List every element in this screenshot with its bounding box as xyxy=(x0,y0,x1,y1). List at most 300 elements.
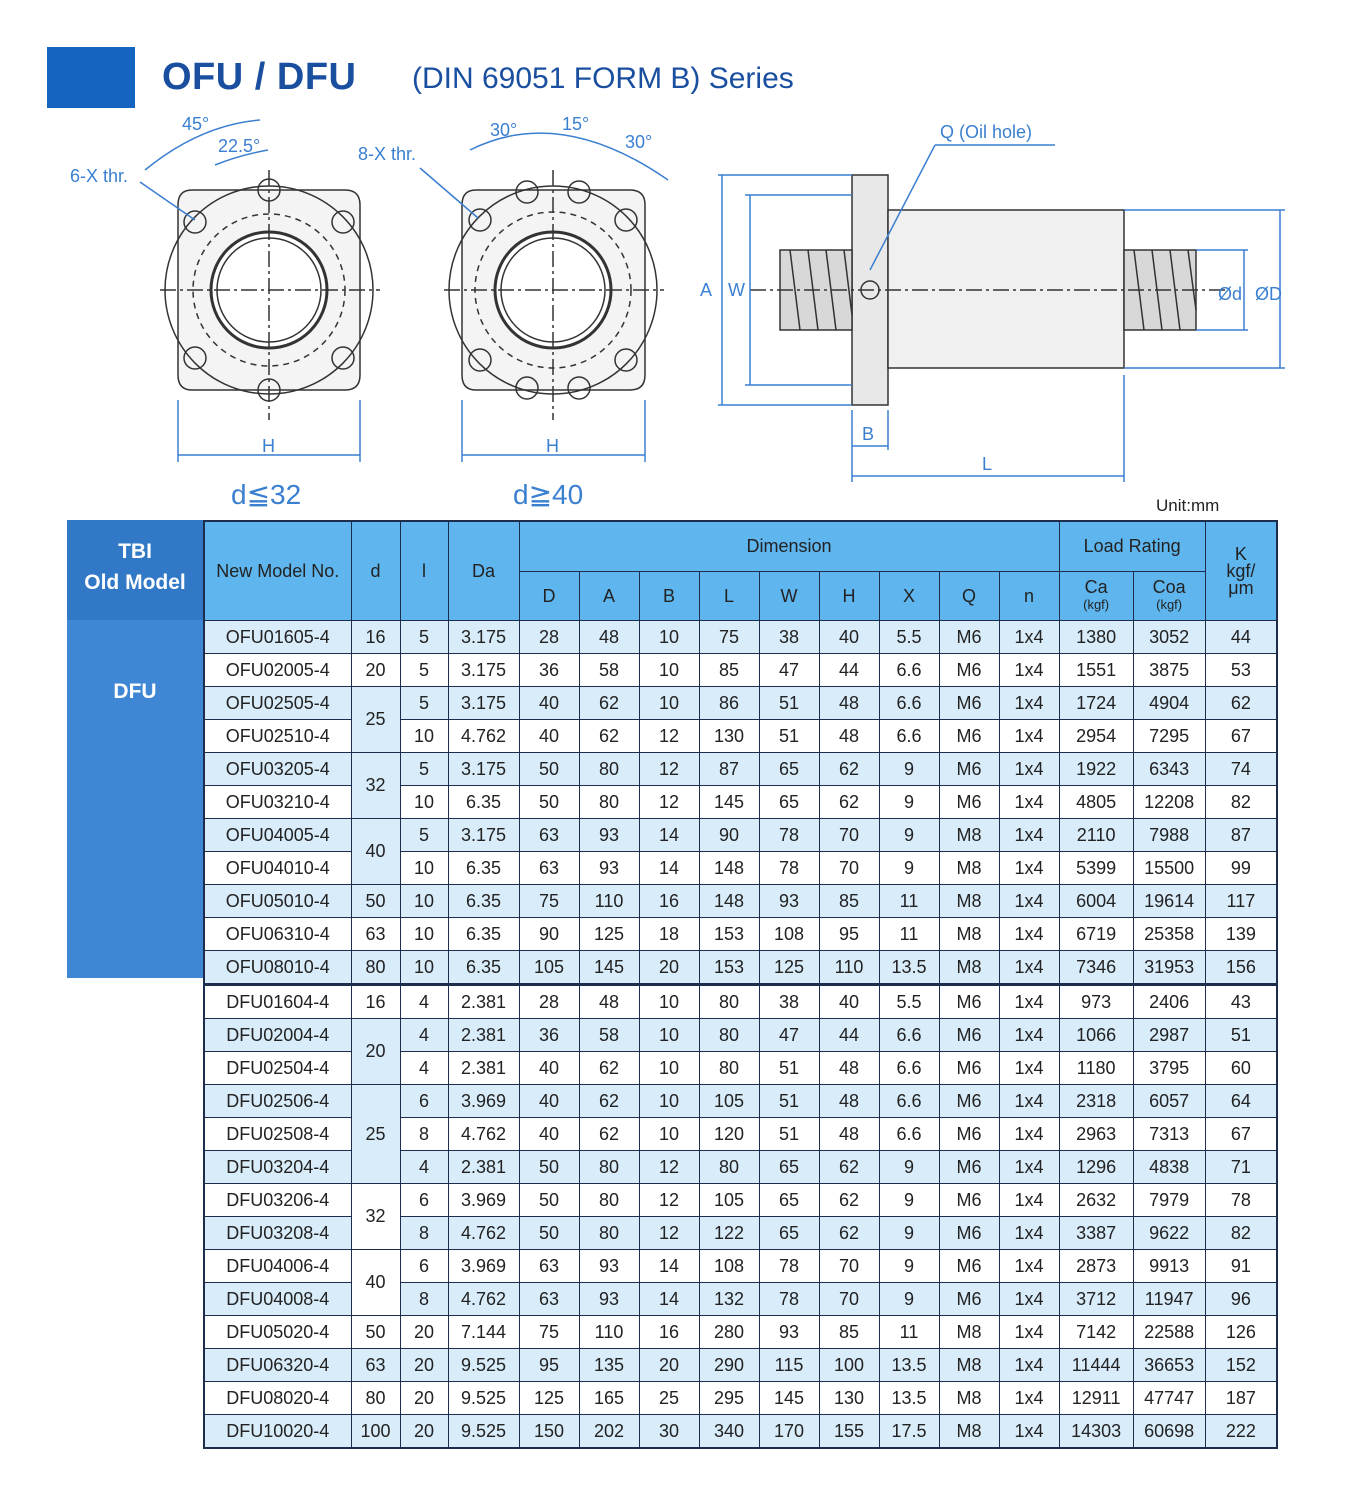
cell-q: M8 xyxy=(939,1415,999,1449)
cell-b: 10 xyxy=(639,1052,699,1085)
cell-l: 290 xyxy=(699,1349,759,1382)
cell-x: 17.5 xyxy=(879,1415,939,1449)
cell-d: 50 xyxy=(519,786,579,819)
cell-n: 1x4 xyxy=(999,720,1059,753)
cell-a: 93 xyxy=(579,819,639,852)
cell-h: 62 xyxy=(819,1184,879,1217)
cell-l: 80 xyxy=(699,1052,759,1085)
cell-w: 51 xyxy=(759,1052,819,1085)
cell-ca: 7142 xyxy=(1059,1316,1133,1349)
table-row xyxy=(204,885,1277,918)
cell-w: 78 xyxy=(759,1250,819,1283)
cell-model: OFU08010-4 xyxy=(204,951,351,985)
header-dim-w: W xyxy=(759,572,819,621)
cell-l: 145 xyxy=(699,786,759,819)
cell-w: 78 xyxy=(759,819,819,852)
cell-coa: 60698 xyxy=(1133,1415,1205,1449)
cell-ca: 2873 xyxy=(1059,1250,1133,1283)
cell-l: 20 xyxy=(400,1349,448,1382)
table-row xyxy=(204,819,1277,852)
cell-w: 65 xyxy=(759,1217,819,1250)
table-row xyxy=(204,918,1277,951)
cell-model: OFU04005-4 xyxy=(204,819,351,852)
cell-coa: 15500 xyxy=(1133,852,1205,885)
cell-w: 65 xyxy=(759,753,819,786)
cell-x: 6.6 xyxy=(879,1052,939,1085)
cell-da: 6.35 xyxy=(448,786,519,819)
table-row xyxy=(204,654,1277,687)
cell-k: 91 xyxy=(1205,1250,1277,1283)
cell-b: 12 xyxy=(639,786,699,819)
cell-coa: 3875 xyxy=(1133,654,1205,687)
cell-x: 11 xyxy=(879,885,939,918)
cell-d: 125 xyxy=(519,1382,579,1415)
cell-da: 6.35 xyxy=(448,951,519,985)
unit-label: Unit:mm xyxy=(1156,496,1220,515)
cell-x: 13.5 xyxy=(879,951,939,985)
header-dim-h: H xyxy=(819,572,879,621)
header-da: Da xyxy=(448,521,519,621)
table-row xyxy=(204,985,1277,1019)
cell-coa: 19614 xyxy=(1133,885,1205,918)
cell-da: 3.175 xyxy=(448,687,519,720)
cell-h: 100 xyxy=(819,1349,879,1382)
cell-a: 93 xyxy=(579,1283,639,1316)
cell-q: M6 xyxy=(939,1250,999,1283)
cell-q: M6 xyxy=(939,753,999,786)
cell-d: 80 xyxy=(351,1382,400,1415)
label-w: W xyxy=(728,280,745,300)
cell-b: 18 xyxy=(639,918,699,951)
table-row xyxy=(204,1184,1277,1217)
cell-coa: 25358 xyxy=(1133,918,1205,951)
cell-q: M8 xyxy=(939,1316,999,1349)
cell-n: 1x4 xyxy=(999,1316,1059,1349)
cell-ca: 2318 xyxy=(1059,1085,1133,1118)
cell-h: 40 xyxy=(819,621,879,654)
cell-model: OFU02505-4 xyxy=(204,687,351,720)
cell-model: OFU02510-4 xyxy=(204,720,351,753)
cell-d: 40 xyxy=(519,1085,579,1118)
label-b: B xyxy=(862,424,875,444)
cell-x: 6.6 xyxy=(879,1019,939,1052)
caption-large-diameter: d≧40 xyxy=(513,479,584,510)
cell-w: 108 xyxy=(759,918,819,951)
cell-l: 80 xyxy=(699,1019,759,1052)
cell-da: 3.175 xyxy=(448,819,519,852)
cell-n: 1x4 xyxy=(999,753,1059,786)
cell-l: 5 xyxy=(400,654,448,687)
cell-coa: 7295 xyxy=(1133,720,1205,753)
cell-d: 40 xyxy=(519,1118,579,1151)
cell-k: 44 xyxy=(1205,621,1277,654)
cell-da: 3.969 xyxy=(448,1250,519,1283)
table-row xyxy=(204,1349,1277,1382)
cell-model: OFU01605-4 xyxy=(204,621,351,654)
cell-h: 70 xyxy=(819,1283,879,1316)
cell-a: 62 xyxy=(579,1085,639,1118)
cell-l: 5 xyxy=(400,753,448,786)
page-title: OFU / DFU xyxy=(162,56,357,98)
table-row xyxy=(204,753,1277,786)
cell-coa: 6057 xyxy=(1133,1085,1205,1118)
cell-b: 16 xyxy=(639,885,699,918)
cell-q: M8 xyxy=(939,1349,999,1382)
cell-x: 9 xyxy=(879,1283,939,1316)
cell-d: 150 xyxy=(519,1415,579,1449)
table-row xyxy=(204,621,1277,654)
cell-coa: 47747 xyxy=(1133,1382,1205,1415)
cell-b: 14 xyxy=(639,1283,699,1316)
cell-n: 1x4 xyxy=(999,654,1059,687)
cell-l: 153 xyxy=(699,951,759,985)
cell-model: OFU04010-4 xyxy=(204,852,351,885)
cell-w: 115 xyxy=(759,1349,819,1382)
cell-d: 50 xyxy=(351,1316,400,1349)
cell-d: 40 xyxy=(519,1052,579,1085)
cell-coa: 7988 xyxy=(1133,819,1205,852)
cell-x: 11 xyxy=(879,918,939,951)
cell-w: 47 xyxy=(759,654,819,687)
cell-d: 28 xyxy=(519,985,579,1019)
cell-a: 62 xyxy=(579,720,639,753)
cell-coa: 4904 xyxy=(1133,687,1205,720)
cell-d: 63 xyxy=(519,1283,579,1316)
cell-model: DFU03204-4 xyxy=(204,1151,351,1184)
cell-a: 135 xyxy=(579,1349,639,1382)
cell-k: 43 xyxy=(1205,985,1277,1019)
cell-w: 51 xyxy=(759,1118,819,1151)
cell-x: 11 xyxy=(879,1316,939,1349)
cell-x: 9 xyxy=(879,1184,939,1217)
header-dim-l: L xyxy=(699,572,759,621)
cell-model: DFU04006-4 xyxy=(204,1250,351,1283)
cell-a: 80 xyxy=(579,753,639,786)
label-h-mid: H xyxy=(546,436,559,456)
cell-w: 93 xyxy=(759,885,819,918)
cell-d: 25 xyxy=(351,1085,400,1184)
cell-w: 65 xyxy=(759,786,819,819)
cell-coa: 3795 xyxy=(1133,1052,1205,1085)
cell-h: 130 xyxy=(819,1382,879,1415)
cell-d: 75 xyxy=(519,885,579,918)
header-dim-n: n xyxy=(999,572,1059,621)
cell-b: 10 xyxy=(639,1118,699,1151)
cell-q: M6 xyxy=(939,687,999,720)
label-angle-22: 22.5° xyxy=(218,136,261,156)
table-row xyxy=(204,951,1277,985)
header-dim-d-outer: D xyxy=(519,572,579,621)
cell-n: 1x4 xyxy=(999,786,1059,819)
header-model: New Model No. xyxy=(204,521,351,621)
cell-l: 10 xyxy=(400,918,448,951)
cell-w: 65 xyxy=(759,1184,819,1217)
cell-b: 12 xyxy=(639,753,699,786)
cell-da: 2.381 xyxy=(448,1052,519,1085)
cell-h: 62 xyxy=(819,786,879,819)
cell-k: 222 xyxy=(1205,1415,1277,1449)
cell-k: 87 xyxy=(1205,819,1277,852)
cell-l: 20 xyxy=(400,1415,448,1449)
cell-a: 80 xyxy=(579,1217,639,1250)
cell-ca: 2963 xyxy=(1059,1118,1133,1151)
cell-coa: 7313 xyxy=(1133,1118,1205,1151)
cell-h: 48 xyxy=(819,687,879,720)
cell-b: 20 xyxy=(639,1349,699,1382)
cell-h: 40 xyxy=(819,985,879,1019)
cell-q: M6 xyxy=(939,1052,999,1085)
header-l: l xyxy=(400,521,448,621)
cell-d: 16 xyxy=(351,985,400,1019)
cell-h: 95 xyxy=(819,918,879,951)
cell-model: DFU02504-4 xyxy=(204,1052,351,1085)
cell-k: 60 xyxy=(1205,1052,1277,1085)
cell-l: 10 xyxy=(400,885,448,918)
cell-x: 6.6 xyxy=(879,687,939,720)
cell-n: 1x4 xyxy=(999,1118,1059,1151)
label-h-left: H xyxy=(262,436,275,456)
cell-ca: 2110 xyxy=(1059,819,1133,852)
cell-a: 110 xyxy=(579,885,639,918)
cell-l: 80 xyxy=(699,1151,759,1184)
cell-w: 78 xyxy=(759,1283,819,1316)
cell-coa: 3052 xyxy=(1133,621,1205,654)
cell-b: 14 xyxy=(639,819,699,852)
cell-ca: 6719 xyxy=(1059,918,1133,951)
table-row xyxy=(204,1382,1277,1415)
cell-k: 64 xyxy=(1205,1085,1277,1118)
cell-h: 48 xyxy=(819,1052,879,1085)
cell-b: 25 xyxy=(639,1382,699,1415)
cell-model: DFU02004-4 xyxy=(204,1019,351,1052)
cell-x: 5.5 xyxy=(879,621,939,654)
cell-q: M6 xyxy=(939,1217,999,1250)
cell-n: 1x4 xyxy=(999,1415,1059,1449)
cell-w: 51 xyxy=(759,1085,819,1118)
cell-da: 6.35 xyxy=(448,885,519,918)
cell-q: M6 xyxy=(939,654,999,687)
cell-b: 12 xyxy=(639,1151,699,1184)
cell-da: 9.525 xyxy=(448,1349,519,1382)
cell-d: 20 xyxy=(351,654,400,687)
cell-l: 6 xyxy=(400,1085,448,1118)
cell-b: 10 xyxy=(639,1019,699,1052)
cell-b: 10 xyxy=(639,621,699,654)
cell-model: DFU02508-4 xyxy=(204,1118,351,1151)
cell-model: DFU08020-4 xyxy=(204,1382,351,1415)
cell-n: 1x4 xyxy=(999,918,1059,951)
cell-a: 62 xyxy=(579,687,639,720)
cell-ca: 1922 xyxy=(1059,753,1133,786)
cell-da: 9.525 xyxy=(448,1415,519,1449)
cell-a: 125 xyxy=(579,918,639,951)
cell-q: M6 xyxy=(939,1118,999,1151)
cell-q: M8 xyxy=(939,885,999,918)
cell-w: 51 xyxy=(759,720,819,753)
cell-d: 63 xyxy=(519,1250,579,1283)
cell-h: 62 xyxy=(819,753,879,786)
cell-k: 152 xyxy=(1205,1349,1277,1382)
cell-a: 80 xyxy=(579,1151,639,1184)
table-row xyxy=(204,1415,1277,1449)
cell-a: 145 xyxy=(579,951,639,985)
cell-d: 16 xyxy=(351,621,400,654)
cell-h: 48 xyxy=(819,1085,879,1118)
cell-da: 4.762 xyxy=(448,720,519,753)
cell-da: 2.381 xyxy=(448,985,519,1019)
cell-b: 12 xyxy=(639,720,699,753)
cell-k: 67 xyxy=(1205,1118,1277,1151)
cell-b: 10 xyxy=(639,1085,699,1118)
cell-x: 5.5 xyxy=(879,985,939,1019)
cell-d: 95 xyxy=(519,1349,579,1382)
cell-k: 71 xyxy=(1205,1151,1277,1184)
cell-b: 12 xyxy=(639,1217,699,1250)
cell-model: DFU01604-4 xyxy=(204,985,351,1019)
table-row xyxy=(204,1019,1277,1052)
old-model-header xyxy=(67,520,203,620)
cell-d: 75 xyxy=(519,1316,579,1349)
cell-n: 1x4 xyxy=(999,1019,1059,1052)
cell-l: 4 xyxy=(400,1052,448,1085)
header-load-rating: Load Rating xyxy=(1059,521,1205,572)
cell-d: 20 xyxy=(351,1019,400,1085)
cell-k: 74 xyxy=(1205,753,1277,786)
table-row xyxy=(204,1250,1277,1283)
cell-n: 1x4 xyxy=(999,621,1059,654)
cell-ca: 11444 xyxy=(1059,1349,1133,1382)
cell-n: 1x4 xyxy=(999,1085,1059,1118)
cell-coa: 2406 xyxy=(1133,985,1205,1019)
cell-a: 93 xyxy=(579,852,639,885)
cell-b: 16 xyxy=(639,1316,699,1349)
cell-da: 3.969 xyxy=(448,1085,519,1118)
cell-w: 78 xyxy=(759,852,819,885)
cell-k: 99 xyxy=(1205,852,1277,885)
cell-ca: 6004 xyxy=(1059,885,1133,918)
cell-ca: 973 xyxy=(1059,985,1133,1019)
cell-w: 65 xyxy=(759,1151,819,1184)
header-k: K kgf/ μm xyxy=(1205,521,1277,621)
cell-d: 40 xyxy=(351,819,400,885)
cell-d: 50 xyxy=(519,1151,579,1184)
cell-l: 5 xyxy=(400,621,448,654)
label-d-large: ØD xyxy=(1255,284,1282,304)
cell-b: 14 xyxy=(639,1250,699,1283)
label-thread-6x: 6-X thr. xyxy=(70,166,129,186)
cell-q: M6 xyxy=(939,985,999,1019)
cell-w: 47 xyxy=(759,1019,819,1052)
cell-h: 62 xyxy=(819,1217,879,1250)
cell-q: M8 xyxy=(939,1382,999,1415)
cell-l: 80 xyxy=(699,985,759,1019)
cell-q: M8 xyxy=(939,819,999,852)
cell-w: 170 xyxy=(759,1415,819,1449)
cell-q: M6 xyxy=(939,1151,999,1184)
cell-l: 75 xyxy=(699,621,759,654)
old-model-brand: TBI xyxy=(118,540,152,563)
title-color-block xyxy=(47,47,135,108)
cell-q: M8 xyxy=(939,918,999,951)
header-dim-a: A xyxy=(579,572,639,621)
cell-coa: 4838 xyxy=(1133,1151,1205,1184)
cell-d: 50 xyxy=(519,1217,579,1250)
cell-l: 148 xyxy=(699,852,759,885)
cell-a: 62 xyxy=(579,1052,639,1085)
cell-ca: 4805 xyxy=(1059,786,1133,819)
cell-a: 110 xyxy=(579,1316,639,1349)
cell-n: 1x4 xyxy=(999,852,1059,885)
cell-coa: 31953 xyxy=(1133,951,1205,985)
cell-model: OFU03210-4 xyxy=(204,786,351,819)
cell-n: 1x4 xyxy=(999,885,1059,918)
cell-l: 10 xyxy=(400,951,448,985)
cell-x: 9 xyxy=(879,786,939,819)
cell-l: 4 xyxy=(400,1019,448,1052)
cell-d: 36 xyxy=(519,1019,579,1052)
cell-coa: 2987 xyxy=(1133,1019,1205,1052)
cell-coa: 7979 xyxy=(1133,1184,1205,1217)
cell-k: 82 xyxy=(1205,1217,1277,1250)
table-row xyxy=(204,1085,1277,1118)
cell-d: 63 xyxy=(519,852,579,885)
cell-q: M8 xyxy=(939,951,999,985)
cell-w: 51 xyxy=(759,687,819,720)
cell-a: 48 xyxy=(579,985,639,1019)
cell-x: 9 xyxy=(879,1217,939,1250)
label-angle-30b: 30° xyxy=(625,132,653,152)
cell-x: 6.6 xyxy=(879,654,939,687)
cell-ca: 1724 xyxy=(1059,687,1133,720)
cell-l: 280 xyxy=(699,1316,759,1349)
cell-d: 40 xyxy=(519,687,579,720)
label-a: A xyxy=(700,280,713,300)
cell-q: M6 xyxy=(939,1019,999,1052)
cell-da: 9.525 xyxy=(448,1382,519,1415)
cell-w: 93 xyxy=(759,1316,819,1349)
cell-b: 14 xyxy=(639,852,699,885)
cell-a: 58 xyxy=(579,1019,639,1052)
cell-l: 295 xyxy=(699,1382,759,1415)
nut-side-view xyxy=(718,145,1285,482)
cell-x: 6.6 xyxy=(879,1118,939,1151)
cell-x: 9 xyxy=(879,1151,939,1184)
header-ca: Ca (kgf) xyxy=(1059,572,1133,621)
cell-l: 10 xyxy=(400,720,448,753)
cell-coa: 6343 xyxy=(1133,753,1205,786)
cell-l: 85 xyxy=(699,654,759,687)
cell-ca: 1380 xyxy=(1059,621,1133,654)
cell-model: DFU04008-4 xyxy=(204,1283,351,1316)
label-angle-45: 45° xyxy=(182,114,210,134)
cell-n: 1x4 xyxy=(999,687,1059,720)
cell-x: 9 xyxy=(879,852,939,885)
cell-d: 28 xyxy=(519,621,579,654)
cell-coa: 11947 xyxy=(1133,1283,1205,1316)
cell-k: 53 xyxy=(1205,654,1277,687)
cell-b: 10 xyxy=(639,654,699,687)
cell-n: 1x4 xyxy=(999,1283,1059,1316)
cell-d: 50 xyxy=(519,1184,579,1217)
cell-da: 3.969 xyxy=(448,1184,519,1217)
cell-b: 12 xyxy=(639,1184,699,1217)
cell-l: 132 xyxy=(699,1283,759,1316)
cell-d: 63 xyxy=(519,819,579,852)
cell-d: 63 xyxy=(351,1349,400,1382)
cell-k: 78 xyxy=(1205,1184,1277,1217)
cell-ca: 7346 xyxy=(1059,951,1133,985)
cell-n: 1x4 xyxy=(999,985,1059,1019)
